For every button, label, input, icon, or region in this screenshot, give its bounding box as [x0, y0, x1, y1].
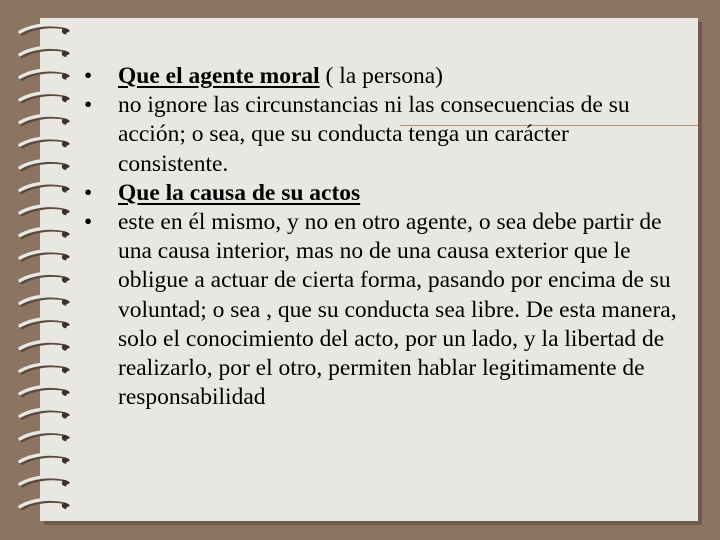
binding-ring	[20, 341, 71, 351]
bullet-item-1	[84, 62, 684, 91]
bullet-list	[84, 62, 684, 412]
binding-ring	[20, 115, 71, 125]
bullet-icon: •	[84, 209, 93, 236]
binding-ring	[20, 364, 71, 374]
spiral-binding	[0, 0, 90, 540]
binding-ring	[20, 431, 71, 441]
bullet-item-3	[84, 179, 684, 208]
binding-ring	[20, 92, 71, 102]
bullet-item-2	[84, 91, 684, 179]
binding-ring	[20, 318, 71, 328]
binding-ring	[20, 477, 71, 487]
bullet-icon: •	[84, 92, 93, 119]
binding-ring	[20, 25, 71, 35]
binding-ring	[20, 273, 71, 283]
binding-ring	[20, 228, 71, 238]
binding-ring	[20, 454, 71, 464]
binding-ring	[20, 251, 71, 261]
bullet-icon: •	[84, 63, 93, 89]
binding-ring	[20, 160, 71, 170]
bullet-1-text: ( la persona)	[319, 63, 443, 89]
bullet-icon: •	[84, 179, 93, 206]
binding-ring	[20, 47, 71, 57]
slide-body	[84, 62, 684, 412]
binding-ring	[20, 499, 71, 509]
binding-ring	[20, 409, 71, 419]
bullet-1-emphasis: Que el agente moral	[118, 63, 320, 89]
bullet-3-emphasis: Que la causa de su actos	[118, 179, 361, 206]
bullet-item-4	[84, 208, 684, 412]
binding-ring	[20, 70, 71, 80]
binding-ring	[20, 205, 71, 215]
bullet-4-text: este en él mismo, y no en otro agente, o sea debe partir de una causa interior, mas no de una causa exterior que le obligue a actuar de cierta forma, pasando por encima de su voluntad; o sea , que su conducta sea libre. De esta manera, solo el conocimiento del acto, por un lado, y la libertad de realizarlo, por el otro, permiten hablar legitimamente de responsabilidad	[118, 209, 677, 411]
binding-ring	[20, 296, 71, 306]
binding-ring	[20, 138, 71, 148]
bullet-2-text: no ignore las circunstancias ni las consecuencias de su acción; o sea, que su conducta tenga un carácter consistente.	[118, 92, 630, 177]
binding-ring	[20, 386, 71, 396]
binding-ring	[20, 183, 71, 193]
